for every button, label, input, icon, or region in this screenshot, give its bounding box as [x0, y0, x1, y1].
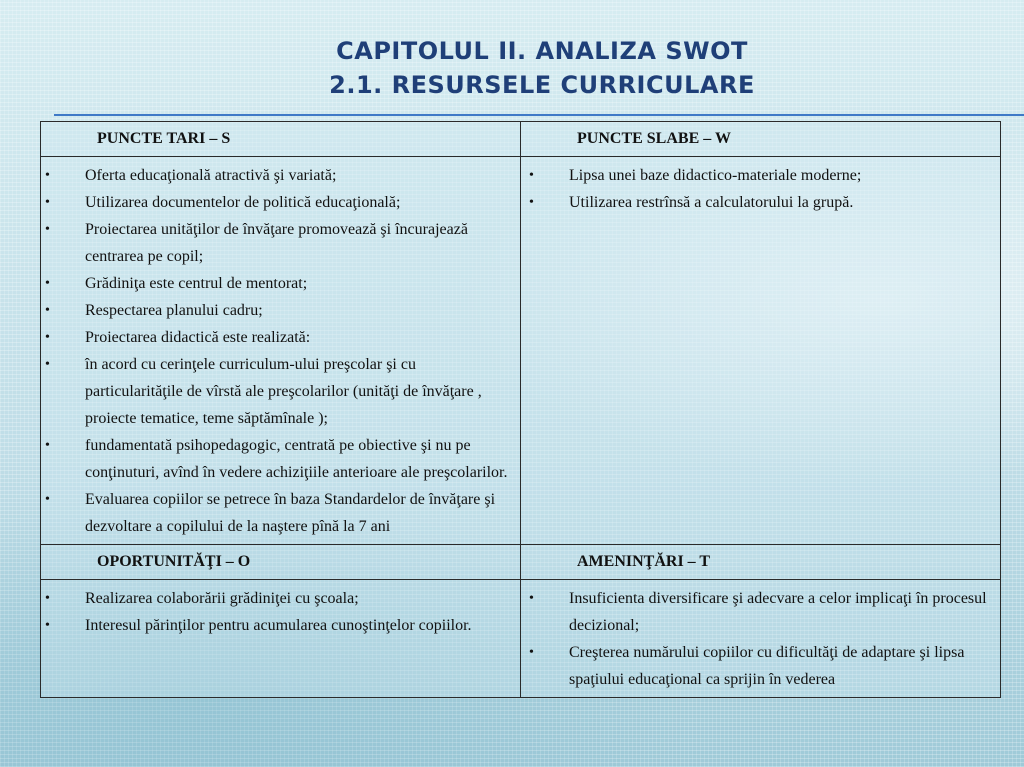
title-line-1: CAPITOLUL II. ANALIZA SWOT — [336, 37, 748, 65]
weaknesses-header: PUNCTE SLABE – W — [521, 122, 1001, 157]
opportunities-cell — [41, 580, 521, 698]
list-item: • Respectarea planului cadru; — [45, 297, 514, 324]
threats-cell — [521, 580, 1001, 698]
strengths-header: PUNCTE TARI – S — [41, 122, 521, 157]
strengths-cell — [41, 157, 521, 545]
list-item: • Creşterea numărului copiilor cu dificultăţi de adaptare şi lipsa spaţiului educaţional ca sprijin în vederea — [529, 639, 994, 693]
threats-header: AMENINŢĂRI – T — [521, 545, 1001, 580]
list-item: • Lipsa unei baze didactico-materiale moderne; — [529, 162, 994, 189]
list-item: • Proiectarea unităţilor de învăţare promovează şi încurajează centrarea pe copil; — [45, 216, 514, 270]
list-item: • Utilizarea restrînsă a calculatorului la grupă. — [529, 189, 994, 216]
opportunities-header: OPORTUNITĂŢI – O — [41, 545, 521, 580]
list-item: • Evaluarea copiilor se petrece în baza Standardelor de învăţare şi dezvoltare a copilului de la naştere pînă la 7 ani — [45, 486, 514, 540]
list-item: • Interesul părinţilor pentru acumularea cunoştinţelor copiilor. — [45, 612, 514, 639]
list-item: • Proiectarea didactică este realizată: — [45, 324, 514, 351]
title-line-2: 2.1. RESURSELE CURRICULARE — [329, 71, 755, 99]
list-item: • Grădiniţa este centrul de mentorat; — [45, 270, 514, 297]
swot-table — [40, 121, 1001, 698]
swot-header-row-top — [41, 122, 1001, 157]
title-underline — [54, 114, 1024, 116]
list-item: • Utilizarea documentelor de politică educaţională; — [45, 189, 514, 216]
swot-header-row-bottom — [41, 545, 1001, 580]
threats-list — [521, 580, 1000, 697]
list-item: • Oferta educaţională atractivă şi variată; — [45, 162, 514, 189]
strengths-list — [41, 157, 520, 544]
list-item: • Realizarea colaborării grădiniţei cu şcoala; — [45, 585, 514, 612]
swot-body-row-top — [41, 157, 1001, 545]
weaknesses-list — [521, 157, 1000, 220]
weaknesses-cell — [521, 157, 1001, 545]
slide-title — [0, 34, 1024, 102]
opportunities-list — [41, 580, 520, 643]
list-item: • fundamentată psihopedagogic, centrată pe obiective şi nu pe conţinuturi, avînd în vedere achiziţiile anterioare ale preşcolarilor. — [45, 432, 514, 486]
list-item: • în acord cu cerinţele curriculum-ului preşcolar şi cu particularităţile de vîrstă ale preşcolarilor (unităţi de învăţare , proiecte tematice, teme săptămînale ); — [45, 351, 514, 432]
swot-body-row-bottom — [41, 580, 1001, 698]
list-item: • Insuficienta diversificare şi adecvare a celor implicaţi în procesul decizional; — [529, 585, 994, 639]
